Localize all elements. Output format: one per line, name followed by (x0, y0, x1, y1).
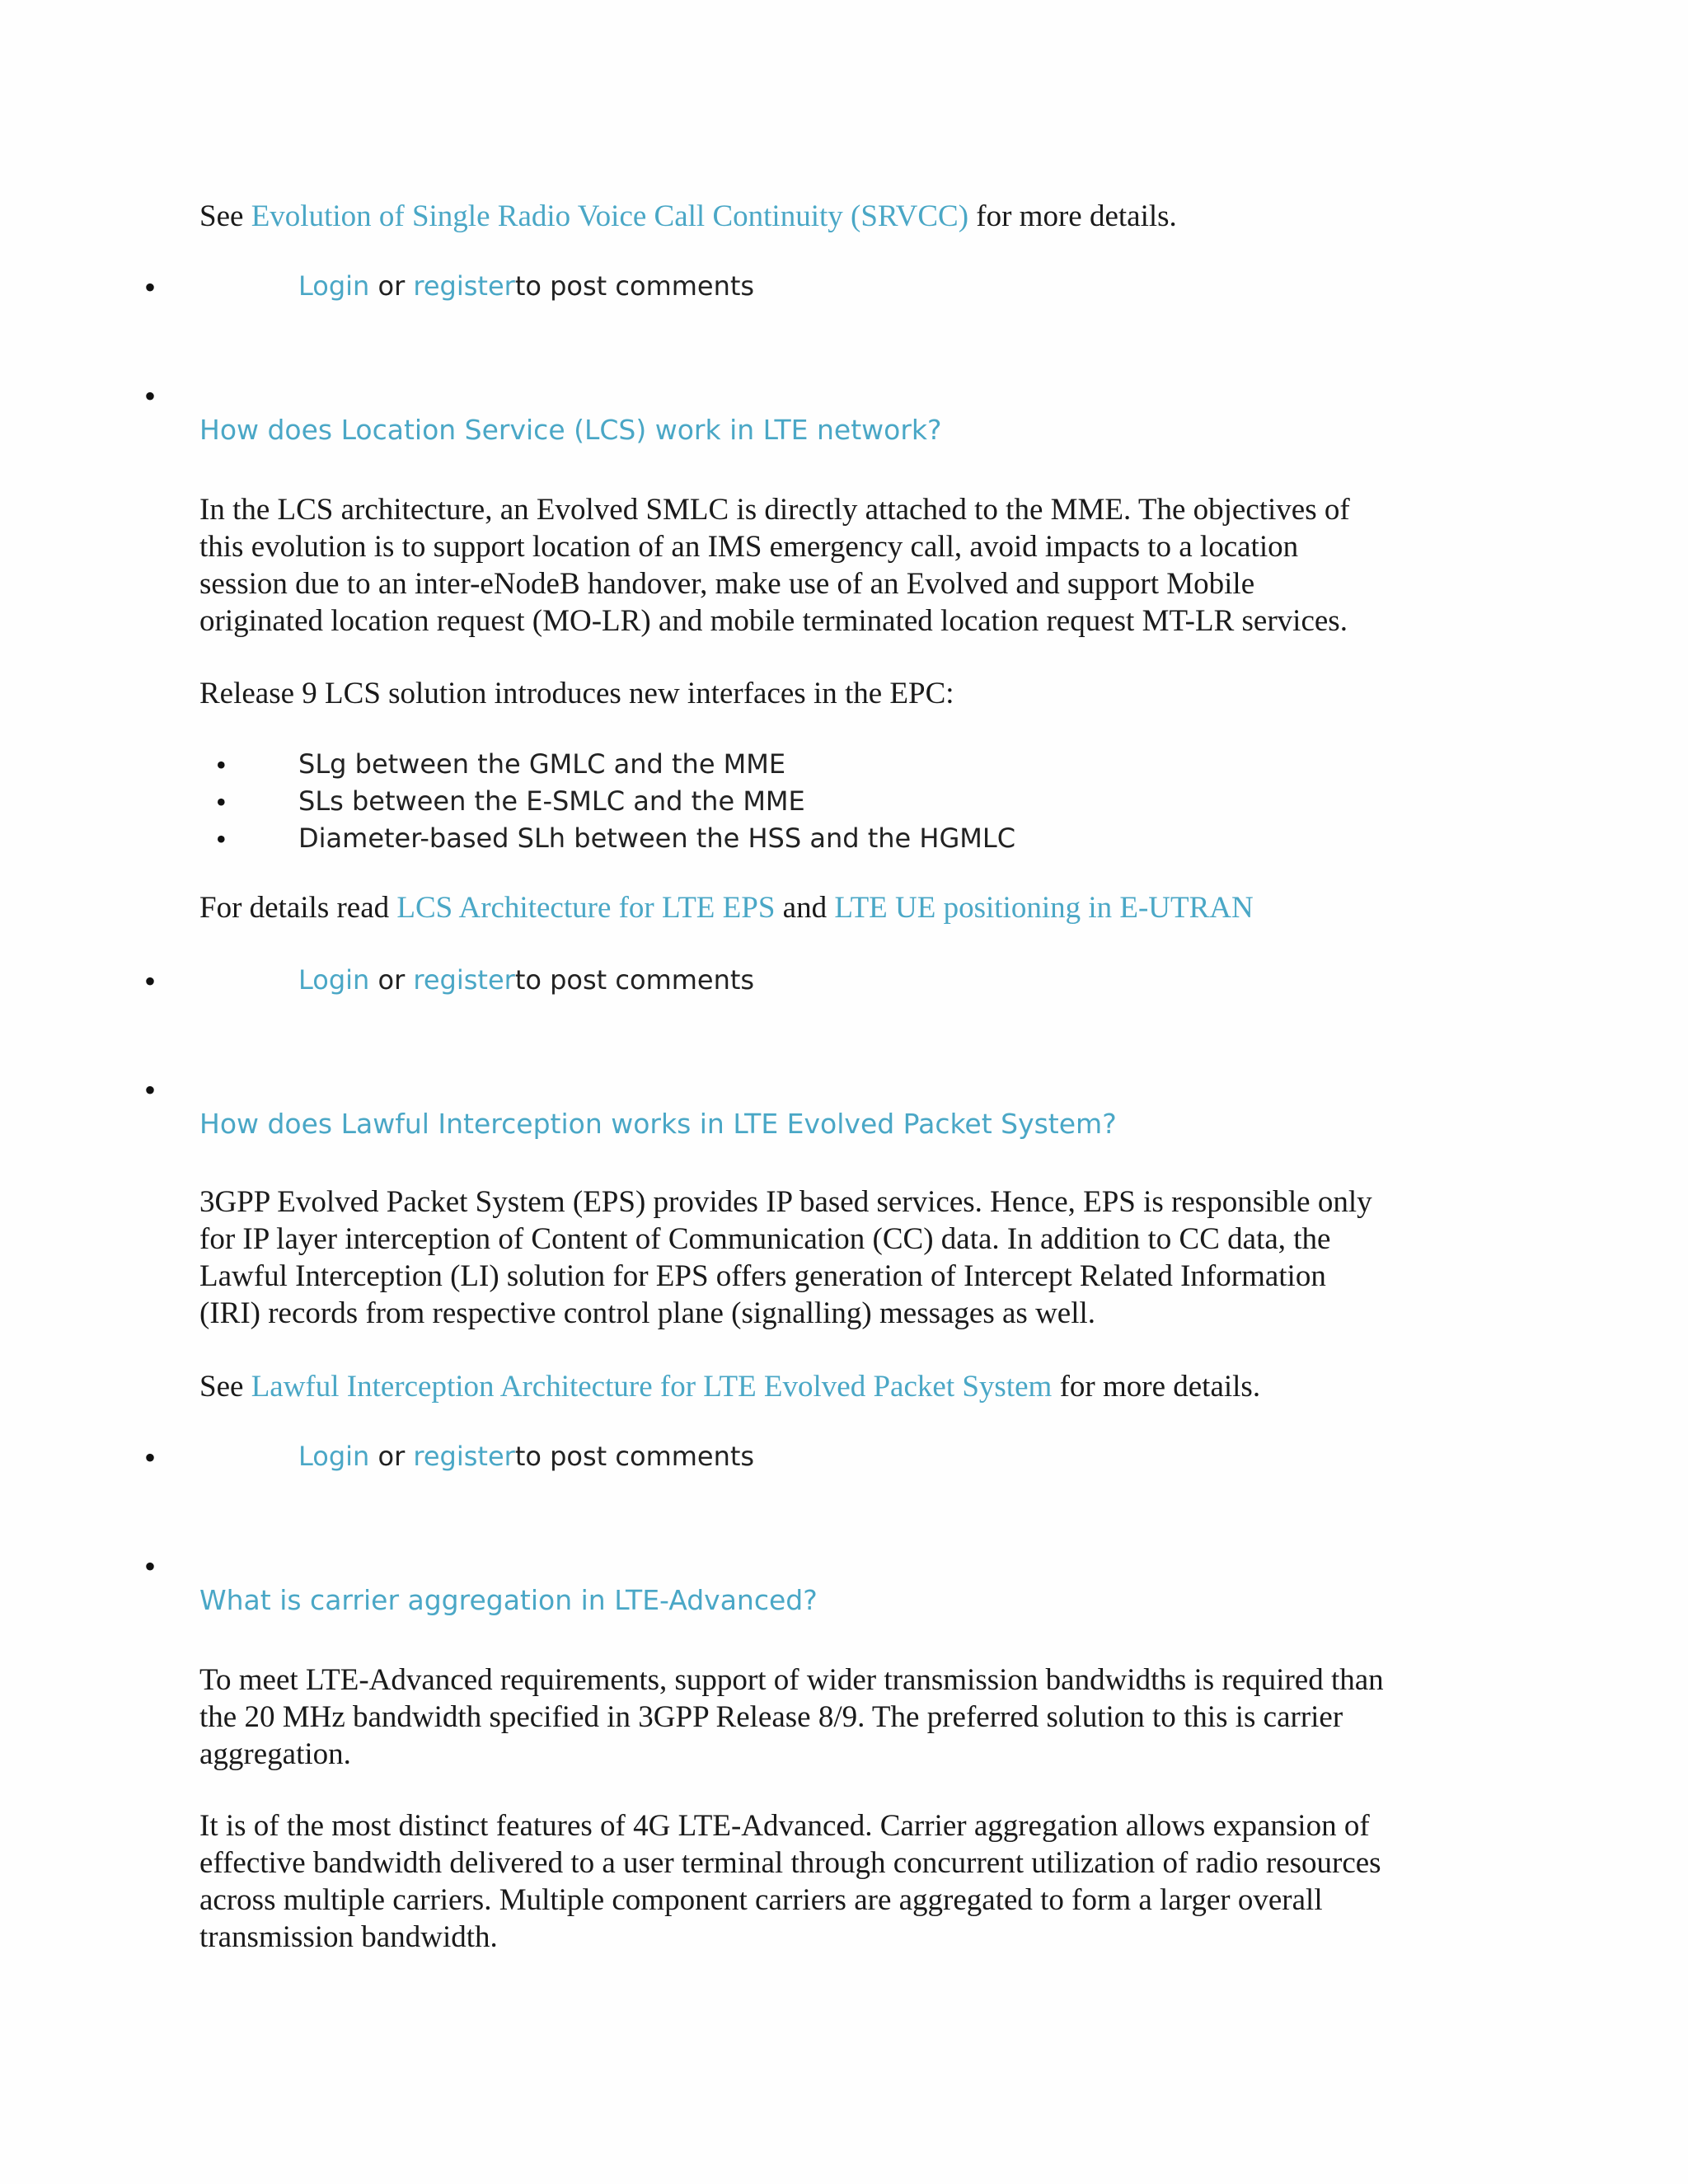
bullet-icon (144, 387, 162, 405)
paragraph-line: for IP layer interception of Content of Communication (CC) data. In addition to CC data, the (199, 1222, 1331, 1256)
paragraph-line: (IRI) records from respective control plane (signalling) messages as well. (199, 1296, 1096, 1330)
li-see-more (199, 1368, 1260, 1405)
bullet-icon (144, 972, 162, 991)
bullet-icon (144, 1449, 162, 1467)
paragraph-line: session due to an inter-eNodeB handover, make use of an Evolved and support Mobile (199, 567, 1255, 601)
ca-paragraph (199, 1807, 1502, 1956)
li-architecture-link[interactable]: Lawful Interception Architecture for LTE Evolved Packet System (251, 1370, 1053, 1404)
li-heading[interactable]: How does Lawful Interception works in LTE Evolved Packet System? (199, 1108, 1117, 1140)
li-paragraph (199, 1183, 1502, 1332)
or-label: or (377, 270, 406, 302)
paragraph-line: originated location request (MO-LR) and mobile terminated location request MT-LR services. (199, 604, 1348, 638)
lcs-interfaces-intro: Release 9 LCS solution introduces new interfaces in the EPC: (199, 677, 954, 710)
register-link[interactable]: register (413, 1441, 515, 1472)
lcs-architecture-link[interactable]: LCS Architecture for LTE EPS (396, 891, 776, 925)
ue-positioning-link[interactable]: LTE UE positioning in E-UTRAN (834, 891, 1254, 925)
bullet-icon (144, 279, 162, 297)
login-link[interactable]: Login (298, 1441, 370, 1472)
and-label: and (782, 891, 828, 925)
paragraph-line: To meet LTE-Advanced requirements, support of wider transmission bandwidths is required than (199, 1663, 1384, 1697)
login-link[interactable]: Login (298, 270, 370, 302)
paragraph-line: the 20 MHz bandwidth specified in 3GPP Release 8/9. The preferred solution to this is carrier (199, 1700, 1343, 1734)
srvcc-link[interactable]: Evolution of Single Radio Voice Call Continuity (SRVCC) (251, 199, 969, 233)
srvcc-see-more (199, 198, 1177, 235)
or-label: or (377, 1441, 406, 1472)
paragraph-line: effective bandwidth delivered to a user terminal through concurrent utilization of radio resources (199, 1846, 1381, 1880)
lcs-details (199, 889, 1254, 926)
paragraph-line: across multiple carriers. Multiple component carriers are aggregated to form a larger overall (199, 1883, 1323, 1917)
paragraph-line: this evolution is to support location of an IMS emergency call, avoid impacts to a location (199, 530, 1299, 564)
post-comments-label: to post comments (514, 1441, 755, 1472)
register-link[interactable]: register (413, 964, 515, 996)
register-link[interactable]: register (413, 270, 515, 302)
paragraph-line: 3GPP Evolved Packet System (EPS) provides IP based services. Hence, EPS is responsible only (199, 1185, 1372, 1219)
list-item: SLs between the E-SMLC and the MME (298, 785, 805, 817)
paragraph-line: It is of the most distinct features of 4G LTE-Advanced. Carrier aggregation allows expansion of (199, 1809, 1370, 1843)
post-comments-label: to post comments (514, 964, 755, 996)
paragraph-line: In the LCS architecture, an Evolved SMLC is directly attached to the MME. The objectives of (199, 493, 1350, 527)
list-item: Diameter-based SLh between the HSS and the HGMLC (298, 823, 1016, 854)
comments-row (298, 1440, 754, 1473)
ca-heading[interactable]: What is carrier aggregation in LTE-Advanced? (199, 1584, 818, 1616)
list-item: SLg between the GMLC and the MME (298, 748, 786, 780)
ca-paragraph (199, 1661, 1502, 1773)
lcs-paragraph (199, 491, 1502, 640)
paragraph-line: transmission bandwidth. (199, 1920, 498, 1954)
more-details-label: for more details. (1059, 1370, 1261, 1404)
bullet-icon (144, 1558, 162, 1576)
login-link[interactable]: Login (298, 964, 370, 996)
comments-row (298, 963, 754, 996)
lcs-heading[interactable]: How does Location Service (LCS) work in LTE network? (199, 414, 942, 446)
bullet-icon: • (216, 785, 227, 818)
paragraph-line: Lawful Interception (LI) solution for EPS offers generation of Intercept Related Information (199, 1259, 1326, 1293)
comments-row (298, 269, 754, 302)
bullet-icon (144, 1081, 162, 1099)
paragraph-line: aggregation. (199, 1737, 351, 1771)
more-details-label: for more details. (976, 199, 1177, 233)
post-comments-label: to post comments (514, 270, 755, 302)
see-label: See (199, 1370, 244, 1404)
see-label: See (199, 199, 244, 233)
bullet-icon: • (216, 823, 227, 855)
bullet-icon: • (216, 748, 227, 781)
or-label: or (377, 964, 406, 996)
details-label: For details read (199, 891, 390, 925)
